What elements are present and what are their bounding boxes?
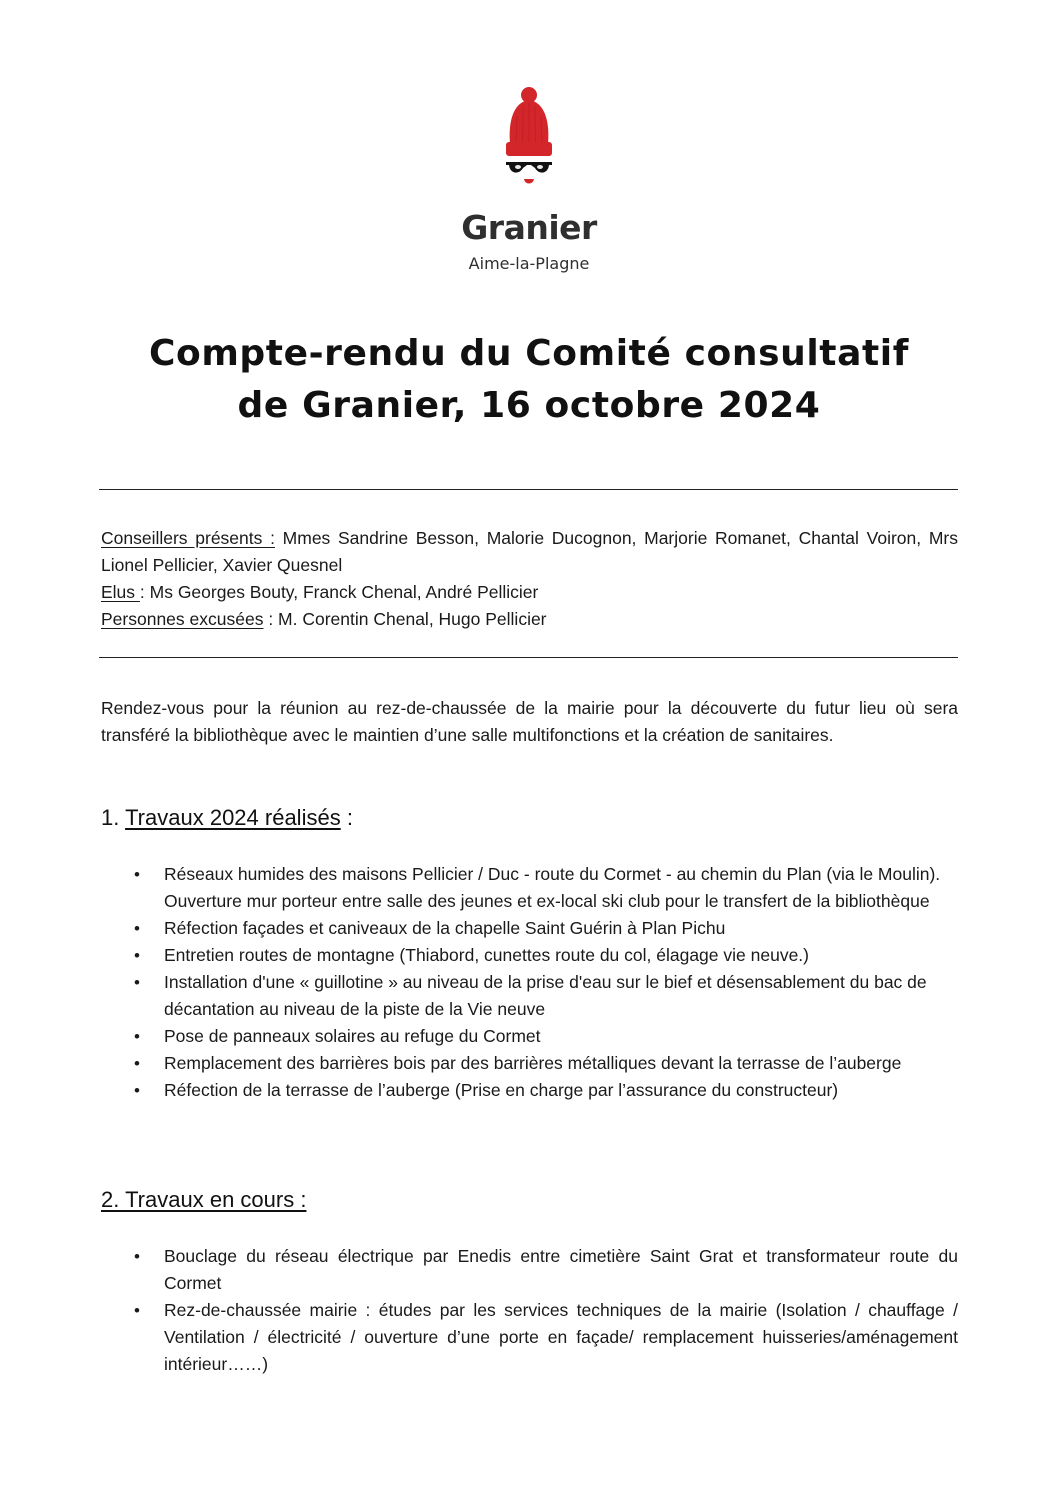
section-2-heading [101,1186,958,1214]
elus-text: : Ms Georges Bouty, Franck Chenal, André Pellicier [139,582,539,602]
brand-location: Aime-la-Plagne [468,254,590,273]
section-1-heading [101,804,958,832]
list-item: • Réfection façades et caniveaux de la chapelle Saint Guérin à Plan Pichu [101,915,958,942]
list-item: • Remplacement des barrières bois par des barrières métalliques devant la terrasse de l’auberge [101,1050,958,1077]
granier-logo [0,84,1058,274]
list-item: • Pose de panneaux solaires au refuge du Cormet [101,1023,958,1050]
section-1-title: Travaux 2024 réalisés [125,805,341,830]
list-item: • Rez-de-chaussée mairie : études par les services techniques de la mairie (Isolation / chauffage / Ventilation / électricité / ouverture d’une porte en façade/ remplacement huisseries/aménagement intérieur……) [101,1297,958,1378]
title-line-1: Compte-rendu du Comité consultatif [148,333,910,374]
attendance-block [101,525,958,633]
divider-top [99,489,958,490]
list-item: • Réseaux humides des maisons Pellicier / Duc - route du Cormet - au chemin du Plan (via le Moulin). Ouverture mur porteur entre salle des jeunes et ex-local ski club pour le transfert de la bibliothèque [101,861,958,915]
conseillers-label: Conseillers présents : [101,528,275,548]
list-item: • Réfection de la terrasse de l’auberge (Prise en charge par l’assurance du constructeur) [101,1077,958,1104]
excuses-text: : M. Corentin Chenal, Hugo Pellicier [263,609,547,629]
elus-line [101,579,958,606]
list-item: • Installation d'une « guillotine » au niveau de la prise d'eau sur le bief et désensablement du bac de décantation au niveau de la piste de la Vie neuve [101,969,958,1023]
intro-paragraph: Rendez-vous pour la réunion au rez-de-chaussée de la mairie pour la découverte du futur lieu où sera transféré la bibliothèque avec le maintien d’une salle multifonctions et la création de sanitaires. [101,698,958,745]
brand-name: Granier [461,208,597,247]
list-item: • Bouclage du réseau électrique par Enedis entre cimetière Saint Grat et transformateur route du Cormet [101,1243,958,1297]
excuses-line [101,606,958,633]
elus-label: Elus [101,582,140,602]
page-title [60,328,998,432]
beanie-mascot-icon [494,84,564,196]
conseillers-line [101,525,958,579]
title-line-2: de Granier, 16 octobre 2024 [237,385,821,426]
conseillers-text: Mmes Sandrine Besson, Malorie Ducognon, Marjorie Romanet, Chantal Voiron, Mrs Lionel Pellicier, Xavier Quesnel [101,528,958,575]
list-item: • Entretien routes de montagne (Thiabord, cunettes route du col, élagage vie neuve.) [101,942,958,969]
divider-bottom [99,657,958,658]
section-2-list [101,1243,958,1378]
section-1-list [101,861,958,1104]
section-2-title: 2. Travaux en cours : [101,1187,307,1212]
section-1-suffix: : [340,805,353,830]
excuses-label: Personnes excusées [101,609,264,629]
section-1-number: 1. [101,805,126,830]
